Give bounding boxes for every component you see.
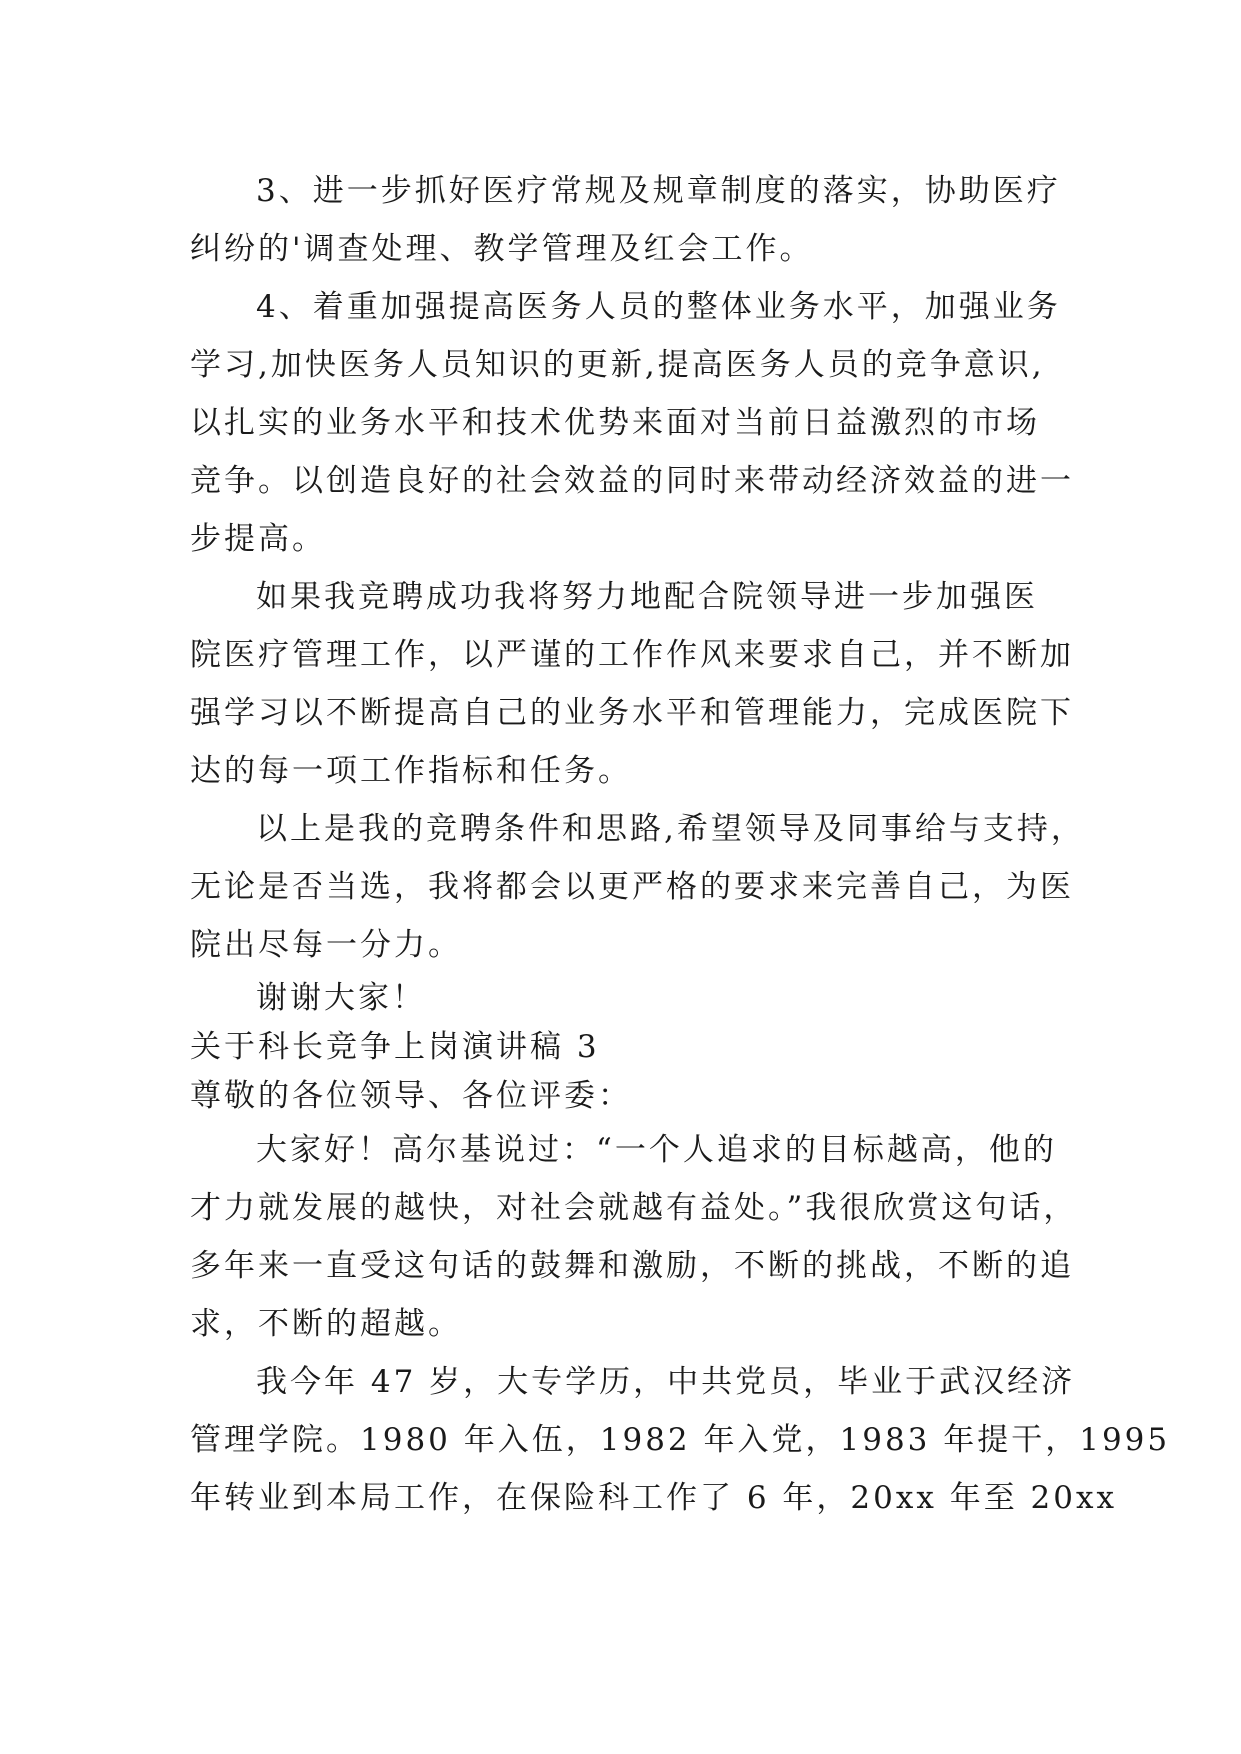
- paragraph-line: 多年来一直受这句话的鼓舞和激励，不断的挑战，不断的追: [190, 1248, 1074, 1284]
- paragraph-line: 达的每一项工作指标和任务。: [190, 753, 632, 789]
- section-heading: 关于科长竞争上岗演讲稿 3: [190, 1029, 600, 1065]
- paragraph-line: 如果我竞聘成功我将努力地配合院领导进一步加强医: [256, 579, 1038, 615]
- paragraph-line: 以上是我的竞聘条件和思路,希望领导及同事给与支持，: [256, 811, 1085, 847]
- salutation-line: 尊敬的各位领导、各位评委：: [190, 1078, 632, 1114]
- closing-line: 谢谢大家！: [256, 980, 426, 1016]
- paragraph-line: 才力就发展的越快，对社会就越有益处。”我很欣赏这句话，: [190, 1190, 1078, 1226]
- paragraph-line: 求，不断的超越。: [190, 1306, 462, 1342]
- paragraph-line: 管理学院。1980 年入伍，1982 年入党，1983 年提干，1995: [190, 1422, 1171, 1458]
- paragraph-line: 院医疗管理工作，以严谨的工作作风来要求自己，并不断加: [190, 637, 1074, 673]
- paragraph-line: 年转业到本局工作，在保险科工作了 6 年，20xx 年至 20xx: [190, 1480, 1117, 1516]
- paragraph-line: 大家好！高尔基说过：“一个人追求的目标越高，他的: [256, 1132, 1057, 1168]
- paragraph-line: 纠纷的'调查处理、教学管理及红会工作。: [190, 231, 814, 267]
- document-body: [190, 162, 1171, 1527]
- paragraph-line: 4、着重加强提高医务人员的整体业务水平，加强业务: [256, 289, 1061, 325]
- paragraph-line: 强学习以不断提高自己的业务水平和管理能力，完成医院下: [190, 695, 1074, 731]
- paragraph-line: 学习,加快医务人员知识的更新,提高医务人员的竞争意识,: [190, 347, 1045, 383]
- paragraph-line: 竞争。以创造良好的社会效益的同时来带动经济效益的进一: [190, 463, 1074, 499]
- paragraph-line: 无论是否当选，我将都会以更严格的要求来完善自己，为医: [190, 869, 1074, 905]
- paragraph-line: 步提高。: [190, 521, 326, 557]
- paragraph-line: 院出尽每一分力。: [190, 927, 462, 963]
- paragraph-line: 我今年 47 岁，大专学历，中共党员，毕业于武汉经济: [256, 1364, 1076, 1400]
- paragraph-line: 以扎实的业务水平和技术优势来面对当前日益激烈的市场: [190, 405, 1040, 441]
- paragraph-line: 3、进一步抓好医疗常规及规章制度的落实，协助医疗: [256, 173, 1061, 209]
